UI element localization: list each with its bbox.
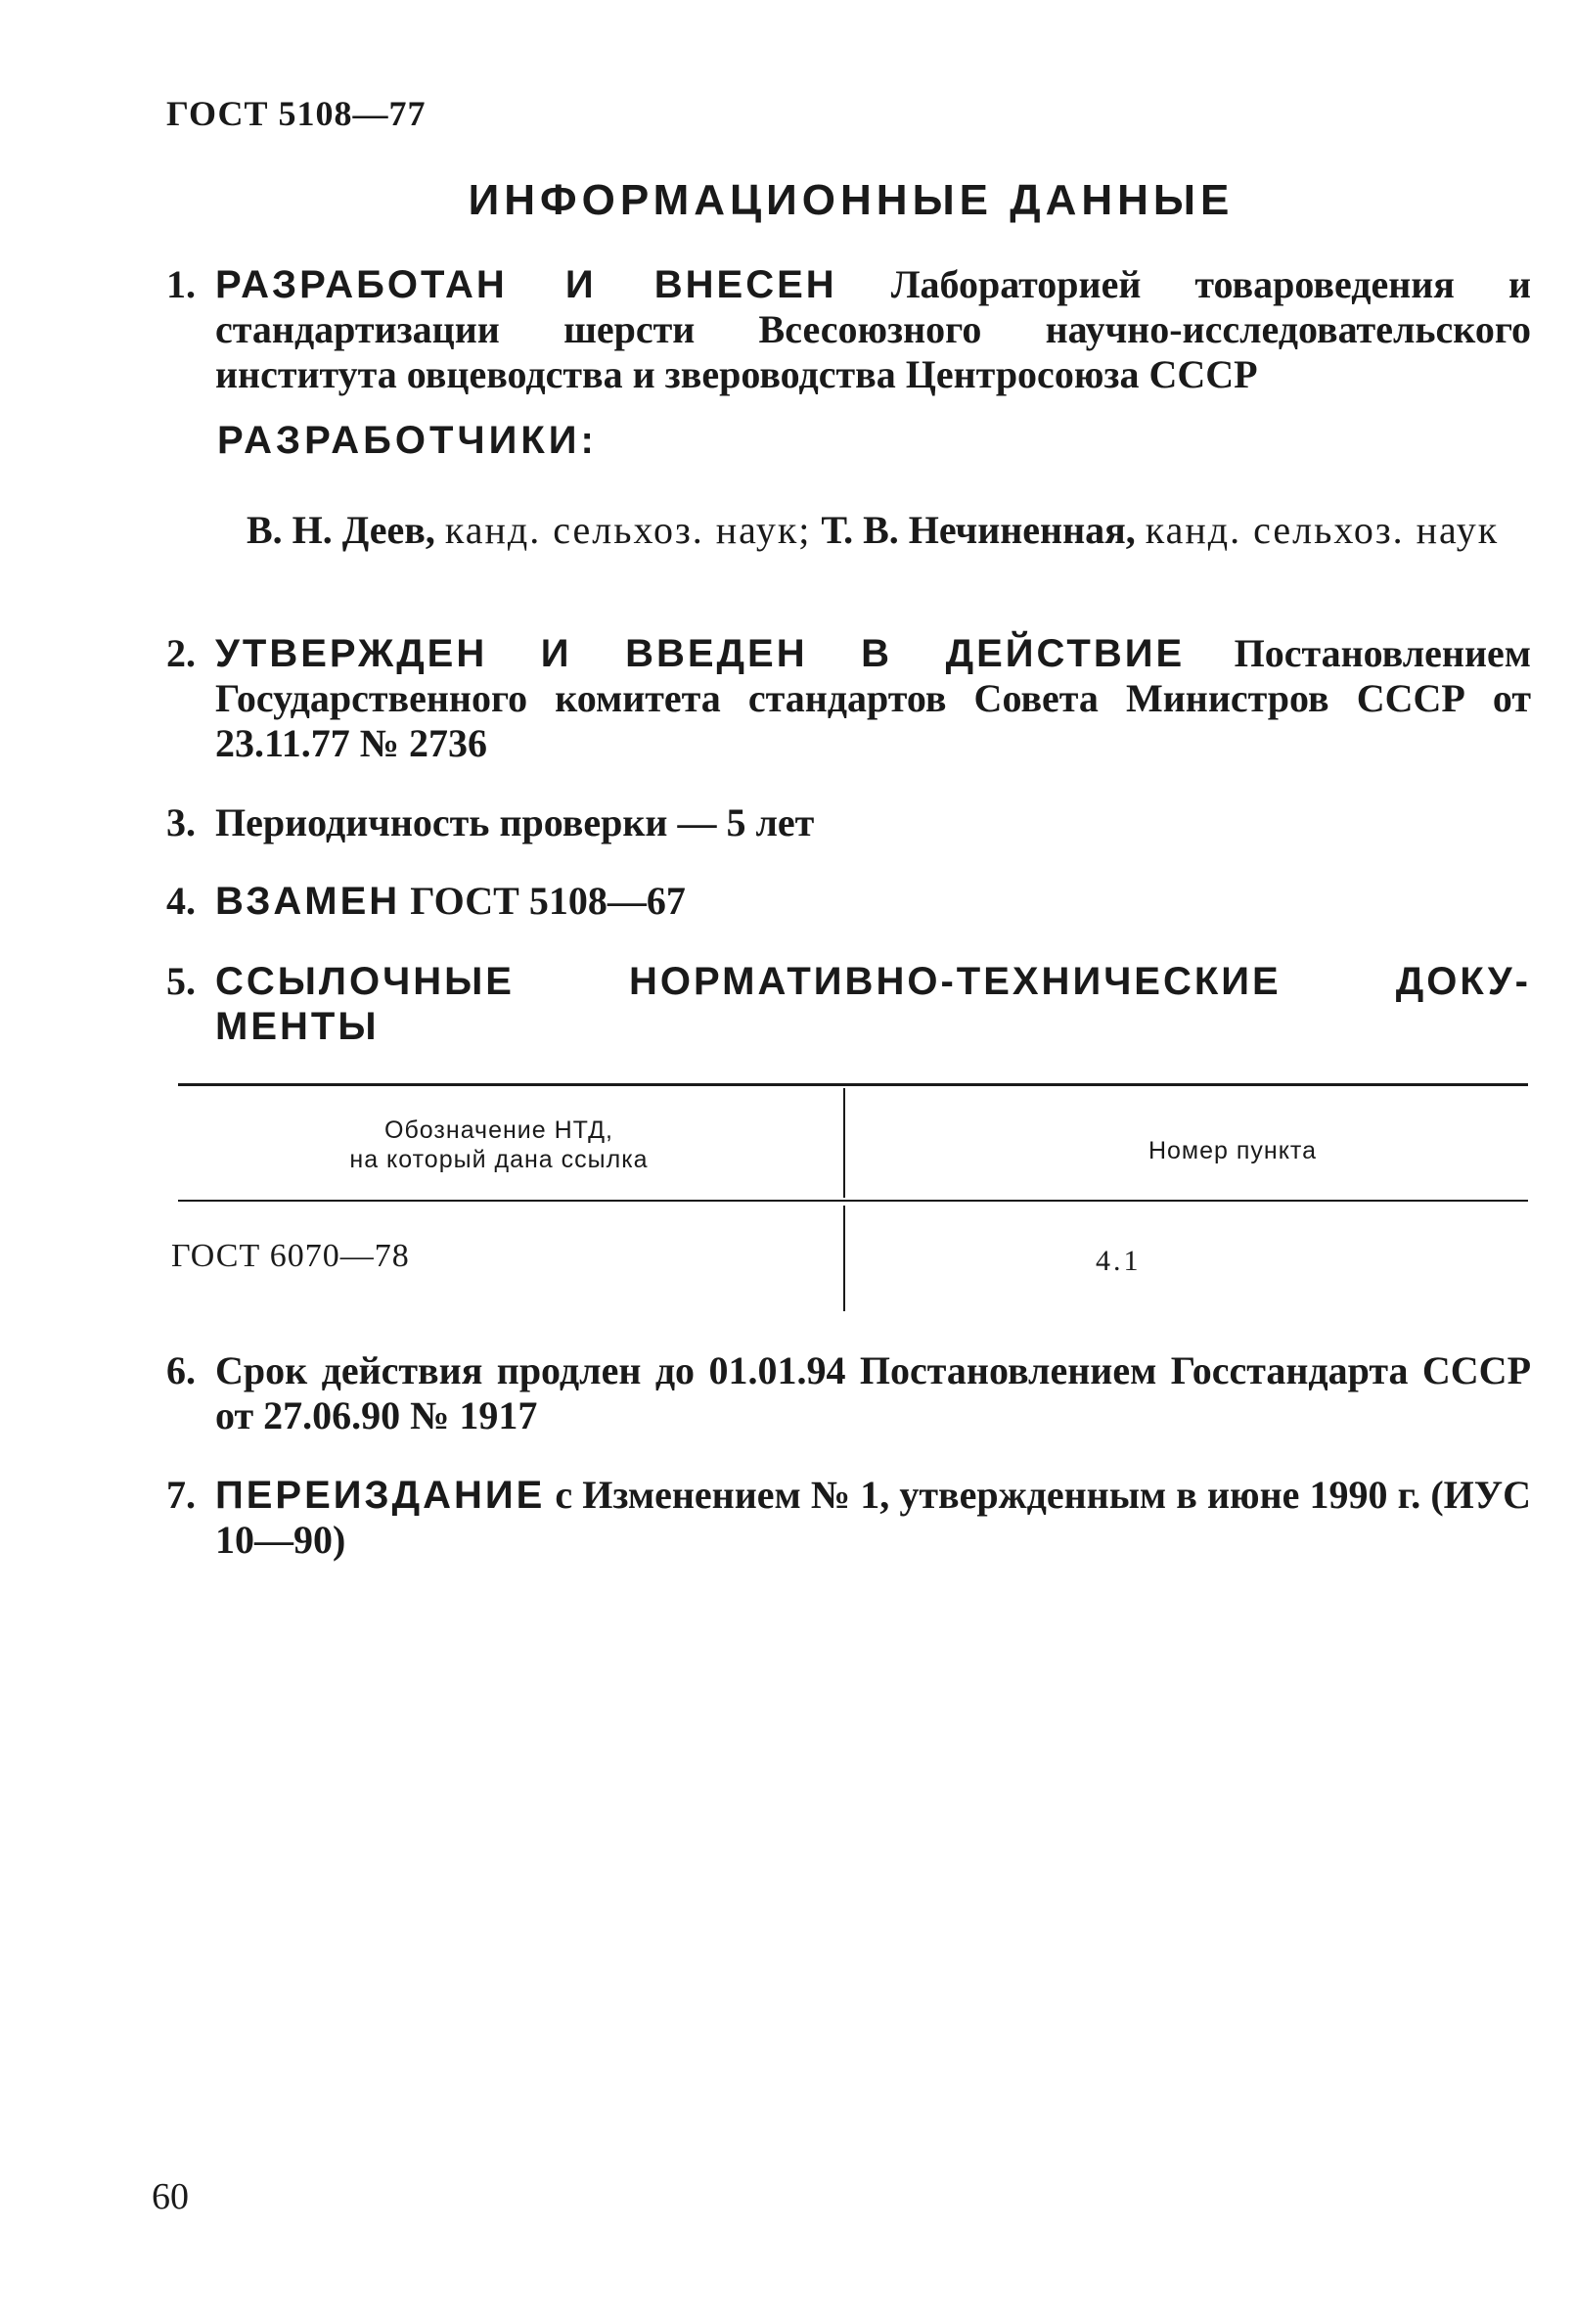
table-column-divider	[843, 1206, 845, 1311]
document-code: ГОСТ 5108—77	[166, 94, 427, 133]
table-top-rule	[178, 1083, 1528, 1086]
developers-list	[247, 506, 1528, 555]
table-column-divider	[843, 1088, 845, 1198]
table-header-line: Обозначение НТД,	[384, 1116, 613, 1144]
item-word: НОРМАТИВНО-ТЕХНИЧЕСКИЕ	[629, 960, 1282, 1003]
info-item-5	[166, 959, 1531, 1049]
table-cell-doc: ГОСТ 6070—78	[171, 1238, 410, 1274]
item-number: 1.	[166, 262, 196, 306]
developer-name: В. Н. Деев,	[247, 508, 435, 552]
item-number: 6.	[166, 1348, 196, 1392]
info-item-7	[166, 1473, 1531, 1563]
item-text: с Изменением № 1, утвержденным в июне 1990 г. (ИУС 10—90)	[215, 1473, 1532, 1562]
item-caps-label: УТВЕРЖДЕН И ВВЕДЕН В ДЕЙСТВИЕ	[215, 632, 1186, 675]
item-text: Периодичность проверки — 5 лет	[215, 800, 815, 844]
page-title: ИНФОРМАЦИОННЫЕ ДАННЫЕ	[468, 176, 1235, 224]
info-item-6	[166, 1348, 1531, 1438]
item-caps-label: ВЗАМЕН	[215, 880, 401, 923]
item-word: ССЫЛОЧНЫЕ	[215, 960, 515, 1003]
developers-heading: РАЗРАБОТЧИКИ:	[217, 419, 598, 462]
item-caps-line: МЕНТЫ	[215, 1005, 380, 1048]
developer-degree: канд. сельхоз. наук;	[444, 508, 812, 552]
table-cell-clause: 4.1	[1096, 1245, 1142, 1277]
info-item-1	[166, 262, 1531, 397]
item-caps-line	[215, 959, 1531, 1004]
item-caps-label: ПЕРЕИЗДАНИЕ	[215, 1474, 546, 1517]
info-item-4	[166, 879, 1531, 924]
item-text: Срок действия продлен до 01.01.94 Постановлением Госстандарта СССР от 27.06.90 № 1917	[215, 1348, 1531, 1437]
item-number: 4.	[166, 879, 196, 923]
table-header-clause: Номер пункта	[1148, 1137, 1318, 1164]
developer-name: Т. В. Нечиненная,	[821, 508, 1136, 552]
item-text: Постановлением Государственного комитета стандартов Совета Министров СССР от 23.11.77 № 2736	[215, 631, 1532, 765]
developer-degree: канд. сельхоз. наук	[1145, 508, 1500, 552]
info-item-2	[166, 631, 1531, 766]
item-number: 5.	[166, 959, 196, 1003]
item-word: ДОКУ-	[1395, 960, 1531, 1003]
table-header-doc	[235, 1116, 763, 1174]
item-text: ГОСТ 5108—67	[410, 879, 686, 923]
item-caps-label: РАЗРАБОТАН И ВНЕСЕН	[215, 263, 837, 306]
table-header-line: на который дана ссылка	[349, 1146, 649, 1173]
item-text: Лабораторией товароведения и стандартизации шерсти Всесоюзного научно-исследовательского института овцеводства и звероводства Центросоюза СССР	[215, 262, 1532, 396]
item-number: 7.	[166, 1473, 196, 1517]
item-number: 3.	[166, 800, 196, 844]
page-number: 60	[152, 2176, 189, 2217]
item-number: 2.	[166, 631, 196, 675]
table-header-rule	[178, 1200, 1528, 1202]
info-item-3	[166, 800, 1531, 845]
